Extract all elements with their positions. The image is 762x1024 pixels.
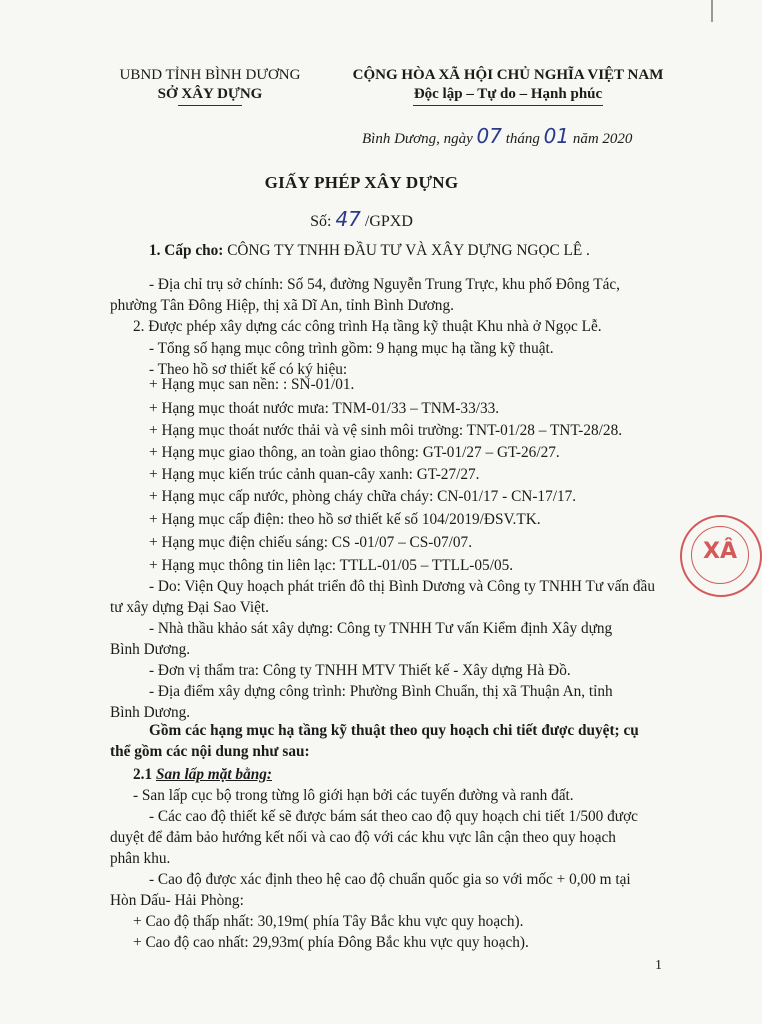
body-line: + Hạng mục giao thông, an toàn giao thông: GT-01/27 – GT-26/27.	[149, 444, 560, 461]
tail-line: Hòn Dấu- Hải Phòng:	[110, 892, 244, 909]
permit-number-value: 47	[335, 207, 361, 231]
body-line: - Địa chỉ trụ sở chính: Số 54, đường Nguyễn Trung Trực, khu phố Đông Tác,	[149, 276, 620, 293]
body-line: + Hạng mục thoát nước mưa: TNM-01/33 – TNM-33/33.	[149, 400, 500, 417]
tail-line: + Cao độ cao nhất: 29,93m( phía Đông Bắc khu vực quy hoạch).	[133, 934, 529, 951]
body-line: Bình Dương.	[110, 641, 191, 658]
section-number: 2.1	[133, 766, 153, 783]
scope-line1: Gồm các hạng mục hạ tầng kỹ thuật theo quy hoạch chi tiết được duyệt; cụ	[149, 722, 639, 739]
date-month: 01	[543, 124, 570, 148]
body-line: + Hạng mục thoát nước thải và vệ sinh môi trường: TNT-01/28 – TNT-28/28.	[149, 422, 623, 439]
tail-line: - San lấp cục bộ trong từng lô giới hạn bởi các tuyến đường và ranh đất.	[133, 787, 574, 804]
page-number: 1	[655, 958, 662, 973]
tail-line: - Các cao độ thiết kế sẽ được bám sát theo cao độ quy hoạch chi tiết 1/500 được	[149, 808, 638, 825]
body-line: + Hạng mục cấp nước, phòng cháy chữa cháy: CN-01/17 - CN-17/17.	[149, 488, 577, 505]
body-line: + Hạng mục điện chiếu sáng: CS -01/07 – CS-07/07.	[149, 534, 473, 551]
document-title: GIẤY PHÉP XÂY DỰNG	[264, 173, 459, 192]
date-prefix: Bình Dương, ngày	[362, 131, 473, 147]
section-heading	[133, 766, 272, 784]
national-motto	[318, 66, 698, 106]
body-line: phường Tân Đông Hiệp, thị xã Dĩ An, tỉnh Bình Dương.	[110, 297, 454, 314]
motto-underline	[413, 105, 603, 106]
body-line: - Nhà thầu khảo sát xây dựng: Công ty TNHH Tư vấn Kiểm định Xây dựng	[149, 620, 613, 637]
body-line: - Đơn vị thẩm tra: Công ty TNHH MTV Thiết kế - Xây dựng Hà Đồ.	[149, 662, 571, 679]
section-title: San lấp mặt bằng:	[155, 766, 272, 783]
motto-line1: CỘNG HÒA XÃ HỘI CHỦ NGHĨA VIỆT NAM	[352, 67, 664, 83]
authority-underline	[178, 105, 242, 106]
red-seal-icon	[680, 515, 762, 597]
tail-line: phân khu.	[110, 850, 171, 867]
body-line: tư xây dựng Đại Sao Việt.	[110, 599, 269, 616]
body-line: + Hạng mục san nền: : SN-01/01.	[149, 376, 355, 393]
grant-value: CÔNG TY TNHH ĐẦU TƯ VÀ XÂY DỰNG NGỌC LÊ .	[227, 242, 590, 259]
authority-line2: SỞ XÂY DỰNG	[157, 86, 263, 102]
issue-date	[362, 124, 632, 148]
issuing-authority	[110, 66, 310, 106]
tail-line: duyệt để đảm bảo hướng kết nối và cao độ với các khu vực lân cận theo quy hoạch	[110, 829, 616, 846]
scope-line2: thể gồm các nội dung như sau:	[110, 743, 310, 760]
body-line: 2. Được phép xây dựng các công trình Hạ tầng kỹ thuật Khu nhà ở Ngọc Lễ.	[133, 318, 602, 335]
body-line: + Hạng mục thông tin liên lạc: TTLL-01/05 – TTLL-05/05.	[149, 557, 514, 574]
date-month-label: tháng	[505, 131, 540, 147]
date-suffix: năm 2020	[572, 131, 633, 147]
permit-number-label: Số:	[310, 213, 332, 230]
date-day: 07	[476, 124, 502, 148]
body-line: - Theo hồ sơ thiết kế có ký hiệu:	[149, 361, 348, 378]
grant-line	[149, 242, 590, 260]
grant-label: 1. Cấp cho:	[149, 242, 224, 259]
body-line: - Địa điểm xây dựng công trình: Phường Bình Chuẩn, thị xã Thuận An, tỉnh	[149, 683, 613, 700]
tail-line: + Cao độ thấp nhất: 30,19m( phía Tây Bắc khu vực quy hoạch).	[133, 913, 524, 930]
body-line: Bình Dương.	[110, 704, 191, 721]
red-seal-text: XÂ	[703, 539, 737, 564]
authority-line1: UBND TỈNH BÌNH DƯƠNG	[119, 67, 301, 83]
permit-number-suffix: /GPXD	[364, 213, 413, 230]
tail-line: - Cao độ được xác định theo hệ cao độ chuẩn quốc gia so với mốc + 0,00 m tại	[149, 871, 631, 888]
body-line: + Hạng mục cấp điện: theo hồ sơ thiết kế số 104/2019/ĐSV.TK.	[149, 511, 541, 528]
permit-number	[0, 207, 723, 231]
body-line: + Hạng mục kiến trúc cảnh quan-cây xanh: GT-27/27.	[149, 466, 480, 483]
scan-edge-mark	[711, 0, 713, 22]
body-line: - Tổng số hạng mục công trình gồm: 9 hạng mục hạ tầng kỹ thuật.	[149, 340, 554, 357]
motto-line2: Độc lập – Tự do – Hạnh phúc	[413, 86, 603, 102]
body-line: - Do: Viện Quy hoạch phát triển đô thị Bình Dương và Công ty TNHH Tư vấn đầu	[149, 578, 655, 595]
